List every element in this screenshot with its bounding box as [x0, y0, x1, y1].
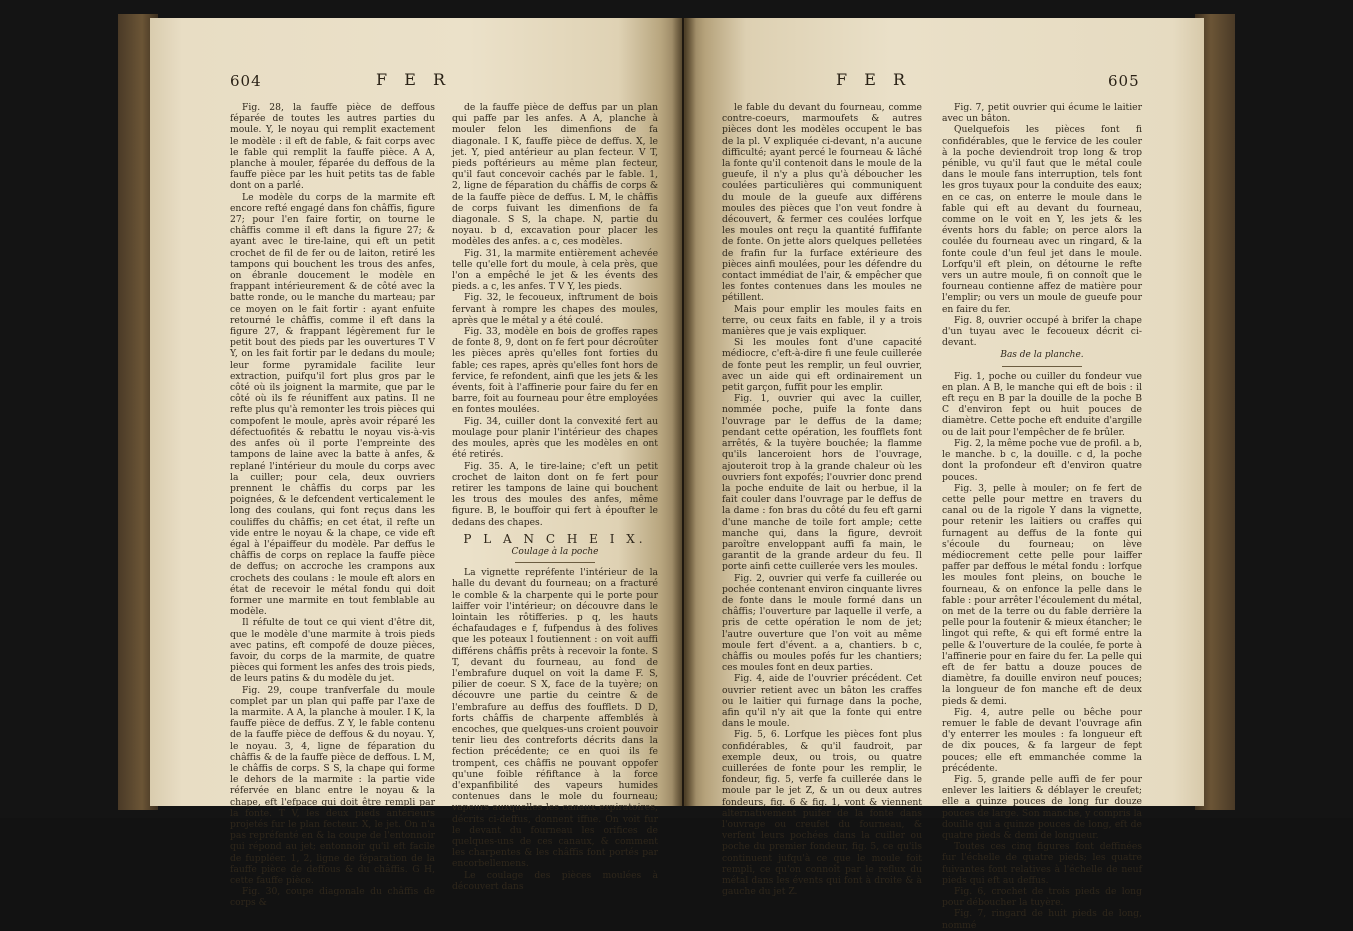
running-header: F E R [376, 70, 451, 89]
paragraph: Quelquefois les pièces font fi confidérables, que le fervice de les couler à la poche deviendroit trop long & trop pénible, vu qu'il faut que le métal coule dans le moule fans interruption, tels font les gros tuyaux pour la conduite des eaux; en ce cas, on enterre le moule dans le fable qui eft au devant du fourneau, comme on le voit en Y, les jets & les évents hors du fable; on perce alors la coulée du fourneau avec un ringard, & la fonte coule d'un feul jet dans le moule. Lorfqu'il eft plein, on détourne le refte vers un autre moule, fi on connoît que le fourneau contienne affez de matière pour l'emplir; ou vers un moule de gueufe pour en faire du fer. [942, 124, 1142, 315]
paragraph: Fig. 31, la marmite entièrement achevée telle qu'elle fort du moule, à cela près, que l'on a empêché le jet & les évents des pieds. a c, les anfes. T V Y, les pieds. [452, 247, 658, 293]
paragraph: Fig. 7, petit ouvrier qui écume le laitier avec un bâton. [942, 102, 1142, 125]
paragraph: Fig. 5, grande pelle auffi de fer pour enlever les laitiers & déblayer le creufet; elle a quinze pouces de long fur douze pouces de large. Son manche, y compris la douille qui a quinze pouces de long, eft de quatre pieds & demi de longueur. [942, 773, 1142, 841]
paragraph: Fig. 4, aide de l'ouvrier précédent. Cet ouvrier retient avec un bâton les craffes ou le laitier qui furnage dans la poche, afin qu'il n'y ait que la fonte qui entre dans le moule. [722, 673, 922, 730]
paragraph: Fig. 28, la fauffe pièce de deffous féparée de toutes les autres parties du moule. Y, le noyau qui remplit exactement le modèle : il eft de fable, & fait corps avec le fable qui remplit la fauffe pièce. A A, planche à mouler, féparée du deffous de la fauffe pièce par les huit petits tas de fable dont on a parlé. [230, 102, 435, 192]
paragraph: Fig. 35. A, le tire-laine; c'eft un petit crochet de laiton dont on fe fert pour retirer les tampons de laine qui bouchent les trous des moules des anfes, même figure. B, le bouffoir qui fert à époufter le dedans des chapes. [452, 460, 658, 528]
section-subtitle: Bas de la planche. [1000, 350, 1084, 361]
right-page-column-2 [942, 102, 1142, 931]
paragraph: Fig. 32, le fecoueux, inftrument de bois fervant à rompre les chapes des moules, après que le métal y a été coulé. [452, 292, 658, 326]
page-number: 604 [230, 72, 262, 90]
left-page [150, 18, 682, 909]
right-page-column-1 [722, 102, 922, 898]
paragraph: Toutes ces cinq figures font deffinées fur l'échelle de quatre pieds; les quatre fuivantes font relatives à l'échelle de neuf pieds qui eft au deffus. [942, 841, 1142, 886]
paragraph: Il réfulte de tout ce qui vient d'être dit, que le modèle d'une marmite à trois pieds avec patins, eft compofé de douze pièces, favoir, du corps de la marmite, de quatre pièces qui forment les anfes des trois pieds, de leurs patins & du modèle du jet. [230, 617, 435, 685]
paragraph: Fig. 29, coupe tranfverfale du moule complet par un plan qui paffe par l'axe de la marmite. A A, la planche à mouler. I K, la fauffe pièce de deffus. Z Y, le fable contenu de la fauffe pièce de deffous & du noyau. Y, le noyau. 3, 4, ligne de féparation du châffis & de la fauffe pièce de deffous. L M, le châffis de corps. S S, la chape qui forme le dehors de la marmite : la partie vide réfervée en blanc entre le noyau & la chape, eft l'efpace qui doit être rempli par la fonte. T V, les deux pieds antérieurs projetés fur le plan fecteur. X, le jet. On n'a pas repréfenté en & la coupe de l'entonnoir qui répond au jet; entonnoir qu'il eft facile de fuppléer. 1, 2, ligne de féparation de la fauffe pièce de deffous & du châffis. G H, cette fauffe pièce. [230, 684, 435, 887]
paragraph: La vignette repréfente l'intérieur de la halle du devant du fourneau; on a fracturé le comble & la charpente qui le porte pour laiffer voir l'intérieur; on découvre dans le lointain les rôtifferies. p q, les hauts échafaudages e f, fufpendus à des folives que les poteaux l foutiennent : on voit auffi différens châffis prêts à recevoir la fonte. S T, devant du fourneau, au fond de l'embrafure duquel on voit la dame F. S, pilier de coeur. S X, face de la tuyère; on découvre une partie du ceintre & de l'embrafure au deffus des foufflets. D D, forts châffis de charpente affemblés à encoches, que quelques-uns croient pouvoir tenir lieu des contreforts décrits dans la fection précédente; ce en quoi ils fe trompent, ces châffis ne pouvant oppofer qu'une foible réfiftance à la force d'expanfibilité des vapeurs humides contenues dans le mole du fourneau; vapeurs auxquelles les canaux expiratoires, décrits ci-deffus, donnent iffue. On voit fur le devant du fourneau les orifices de quelques-uns de ces canaux, & comment les charpentes & les châffis font portés par encorbellemens. [452, 567, 658, 870]
paragraph: Fig. 30, coupe diagonale du châffis de corps & [230, 886, 435, 909]
paragraph: Fig. 2, la même poche vue de profil. a b, le manche. b c, la douille. c d, la poche dont la profondeur eft d'environ quatre pouces. [942, 437, 1142, 483]
paragraph: le fable du devant du fourneau, comme contre-coeurs, marmoufets & autres pièces dont les modèles occupent le bas de la pl. V expliquée ci-devant, n'a aucune difficulté; ayant percé le fourneau & lâché la fonte qu'il contenoit dans le moule de la gueufe, il n'y a plus qu'à déboucher les coulées particulières qui communiquent du moule de la gueufe aux différens moules des pièces que l'on veut fondre à découvert, & fermer ces coulées lorfque les moules ont reçu la quantité fuffifante de fonte. On jette alors quelques pelletées de frafin fur la furface extérieure des pièces ainfi moulées, pour les défendre du contact immédiat de l'air, & empêcher que les fontes contenues dans les moules ne pétillent. [722, 102, 922, 304]
paragraph: Fig. 1, poche ou cuiller du fondeur vue en plan. A B, le manche qui eft de bois : il eft reçu en B par la douille de la poche B C d'environ fept ou huit pouces de diamètre. Cette poche eft enduite d'argille ou de lait pour l'empêcher de fe brûler. [942, 370, 1142, 438]
paragraph: Fig. 2, ouvrier qui verfe fa cuillerée ou pochée contenant environ cinquante livres de fonte dans le moule formé dans un châffis; l'ouverture par laquelle il verfe, a pris de cette opération le nom de jet; l'autre ouverture que l'on voit au même moule fert d'évent. a a, chantiers. b c, châffis ou moules pofés fur les chantiers; ces moules font en deux parties. [722, 572, 922, 674]
running-header: F E R [836, 70, 911, 89]
paragraph: de la fauffe pièce de deffus par un plan qui paffe par les anfes. A A, planche à mouler felon les dimenfions de fa diagonale. I K, fauffe pièce de deffus. X, le jet. Y, pied antérieur au plan fecteur. V T, pieds poftérieurs au même plan fecteur, qu'il faut concevoir cachés par le fable. 1, 2, ligne de féparation du châffis de corps & de la fauffe pièce de deffus. L M, le châffis de corps fuivant les dimenfions de fa diagonale. S S, la chape. N, partie du noyau. b d, excavation pour placer les modèles des anfes. a c, ces modèles. [452, 102, 658, 248]
left-page-column-1 [230, 102, 435, 909]
paragraph: Fig. 6, crochet de trois pieds de long pour déboucher la tuyère. [942, 886, 1142, 909]
paragraph: Fig. 3, pelle à mouler; on fe fert de cette pelle pour mettre en travers du canal ou de la rigole Y dans la vignette, pour retenir les laitiers ou craffes qui furnagent au deffus de la fonte qui s'écoule du fourneau; on lève médiocrement cette pelle pour laiffer paffer par deffous le métal fondu : lorfque les moules font pleins, on bouche le fourneau, & on enfonce la pelle dans le fable : pour arrêter l'écoulement du métal, on met de la terre ou du fable derrière la pelle pour la foutenir & mieux étancher; le lingot qui refte, & qui eft formé entre la pelle & l'ouverture de la coulée, fe porte à l'affinerie pour en faire du fer. La pelle qui eft de fer battu a douze pouces de diamètre, fa douille environ neuf pouces; la longueur de fon manche eft de deux pieds & demi. [942, 482, 1142, 707]
section-subtitle: Coulage à la poche [511, 546, 599, 557]
paragraph: Mais pour emplir les moules faits en terre, ou ceux faits en fable, il y a trois manières que je vais expliquer. [722, 303, 922, 338]
paragraph: Fig. 8, ouvrier occupé à brifer la chape d'un tuyau avec le fecoueux décrit ci-devant. [942, 314, 1142, 349]
paragraph: Le modèle du corps de la marmite eft encore refté engagé dans fon châffis, figure 27; pour l'en faire fortir, on tourne le châffis comme il eft dans la figure 27; & ayant avec le tire-laine, qui eft un petit crochet de fil de fer ou de laiton, retiré les tampons qui bouchent les trous des anfes, on ébranle doucement le modèle en frappant intérieurement & de côté avec la batte ronde, ou le manche du marteau; par ce moyen on le fait fortir : ayant enfuite retourné le châffis, comme il eft dans la figure 27, & frappant légèrement fur le petit bout des pieds par les ouvertures T V Y, on les fait fortir par le dedans du moule; leur forme pyramidale facilite leur extraction, puifqu'il fort plus gros par le côté où ils joignent la marmite, que par le côté où ils fe réuniffent aux patins. Il ne refte plus qu'à remonter les trois pièces qui compofent le moule, après avoir réparé les défectuofités & rebattu le noyau vis-à-vis des anfes où il porte l'empreinte des tampons de laine avec la batte à anfes, & replané l'intérieur du moule du corps avec la cuiller; pour cela, deux ouvriers prennent le châffis du corps par les poignées, & le defcendent verticalement le long des coulans, qui font reçus dans les couliffes du châffis; en cet état, il refte un vide entre le noyau & la chape, ce vide eft égal à l'épaiffeur du modèle. Par deffus le châffis de corps on replace la fauffe pièce de deffus; on accroche les crampons aux crochets des coulans : le moule eft alors en état de recevoir le métal fondu qui doit former une marmite en tout femblable au modèle. [230, 191, 435, 618]
divider [515, 562, 595, 563]
paragraph: Fig. 34, cuiller dont la convexité fert au moulage pour planir l'intérieur des chapes des moules, après que les modèles en ont été retirés. [452, 415, 658, 461]
left-page-column-2 [452, 102, 658, 892]
paragraph: Si les moules font d'une capacité médiocre, c'eft-à-dire fi une feule cuillerée de fonte peut les remplir, un feul ouvrier, avec un aide qui eft ordinairement un petit garçon, fuffit pour les emplir. [722, 337, 922, 394]
paragraph: Fig. 7, ringard de huit pieds de long, nommé [942, 908, 1142, 931]
paragraph: Fig. 5, 6. Lorfque les pièces font plus confidérables, & qu'il faudroit, par exemple deux, ou trois, ou quatre cuillerées de fonte pour les remplir, le fondeur, fig. 5, verfe fa cuillerée dans le moule par le jet Z, & un ou deux autres fondeurs, fig. 6 & fig. 1, vont & viennent alternativement puifer de la fonte dans l'ouvrage ou creufet du fourneau, & verfent leurs pochées dans la cuiller ou poche du premier fondeur, fig. 5, ce qu'ils continuent jufqu'à ce que le moule foit rempli, ce qu'on connoît par le reflux du métal dans les évents qui font à droite & à gauche du jet Z. [722, 729, 922, 898]
paragraph: Le coulage des pièces moulées à découvert dans [452, 869, 658, 892]
right-page [684, 18, 1204, 931]
paragraph: Fig. 1, ouvrier qui avec la cuiller, nommée poche, puife la fonte dans l'ouvrage par le deffus de la dame; pendant cette opération, les foufflets font arrêtés, & la tuyère bouchée; la flamme qu'ils lanceroient hors de l'ouvrage, ajouteroit trop à la grande chaleur où les ouvriers font expofés; l'ouvrier donc prend la poche enduite de lait ou herbue, il la fait couler dans l'ouvrage par le deffus de la dame : fon bras du côté du feu eft garni d'une manche de toile fort ample; cette manche qui, dans la figure, devroit paroître enveloppant auffi fa main, le garantit de la grande ardeur du feu. Il porte ainfi cette cuillerée vers les moules. [722, 393, 922, 573]
divider [1002, 366, 1082, 367]
paragraph: Fig. 4, autre pelle ou bêche pour remuer le fable de devant l'ouvrage afin d'y enterrer les moules : fa longueur eft de dix pouces, & fa largeur de fept pouces; elle eft emmanchée comme la précédente. [942, 706, 1142, 774]
section-title: P L A N C H E I X. [463, 531, 647, 546]
paragraph: Fig. 33, modèle en bois de groffes rapes de fonte 8, 9, dont on fe fert pour décroûter les pièces après qu'elles font forties du fable; ces rapes, après qu'elles font hors de fervice, fe refondent, ainfi que les jets & les évents, foit à l'affinerie pour faire du fer en barre, foit au fourneau pour être employées en fontes moulées. [452, 326, 658, 416]
page-number: 605 [1108, 72, 1140, 90]
